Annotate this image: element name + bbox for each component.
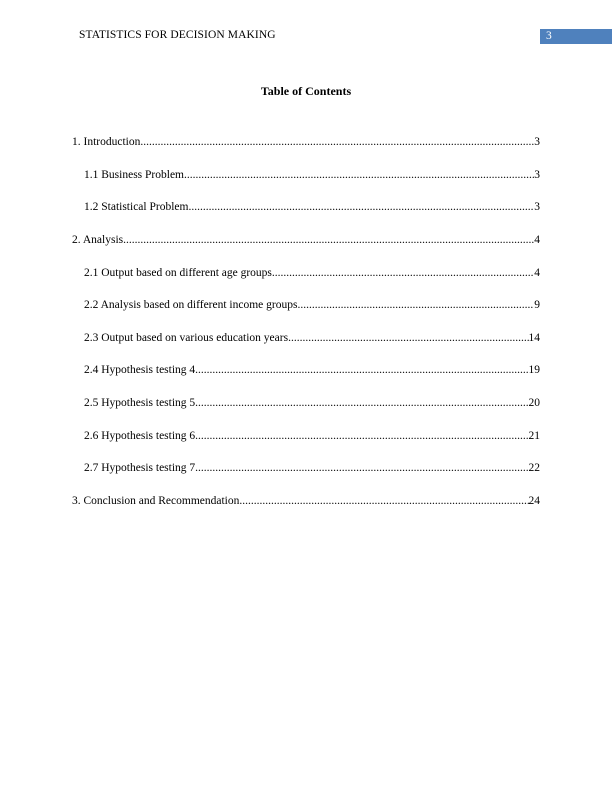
toc-entry-page: 22 xyxy=(528,462,540,474)
toc-dot-leader xyxy=(195,461,528,475)
toc-entry-page: 14 xyxy=(528,332,540,344)
toc-entry-statistical-problem[interactable] xyxy=(84,200,540,214)
toc-entry-title: 1.1 Business Problem xyxy=(84,169,184,181)
toc-entry-title: 2. Analysis xyxy=(72,234,124,246)
toc-entry-hypothesis-6[interactable] xyxy=(84,429,540,443)
toc-dot-leader xyxy=(195,363,528,377)
toc-entry-title: 1. Introduction xyxy=(72,136,141,148)
toc-dot-leader xyxy=(123,233,534,247)
toc-entry-title: 3. Conclusion and Recommendation xyxy=(72,495,240,507)
toc-dot-leader xyxy=(272,266,534,280)
toc-entry-page: 24 xyxy=(528,495,540,507)
toc-entry-title: 2.1 Output based on different age groups xyxy=(84,267,272,279)
toc-entry-title: 2.7 Hypothesis testing 7 xyxy=(84,462,196,474)
toc-entry-hypothesis-7[interactable] xyxy=(84,461,540,475)
toc-entry-title: 2.2 Analysis based on different income groups xyxy=(84,299,298,311)
toc-entry-page: 4 xyxy=(534,267,540,279)
toc-entry-title: 2.3 Output based on various education years xyxy=(84,332,289,344)
toc-entry-analysis[interactable] xyxy=(72,233,540,247)
toc-dot-leader xyxy=(195,429,528,443)
toc-dot-leader xyxy=(288,331,528,345)
toc-dot-leader xyxy=(195,396,528,410)
toc-entry-page: 4 xyxy=(534,234,540,246)
toc-entry-title: 2.4 Hypothesis testing 4 xyxy=(84,364,196,376)
toc-entry-business-problem[interactable] xyxy=(84,168,540,182)
running-header-title: STATISTICS FOR DECISION MAKING xyxy=(79,29,276,41)
toc-entry-page: 19 xyxy=(528,364,540,376)
toc-entry-hypothesis-4[interactable] xyxy=(84,363,540,377)
toc-entry-title: 1.2 Statistical Problem xyxy=(84,201,189,213)
toc-dot-leader xyxy=(188,200,534,214)
toc-entry-education-years[interactable] xyxy=(84,331,540,345)
page-number: 3 xyxy=(546,30,552,42)
toc-entry-conclusion[interactable] xyxy=(72,494,540,508)
toc-entry-title: 2.5 Hypothesis testing 5 xyxy=(84,397,196,409)
toc-entry-income-groups[interactable] xyxy=(84,298,540,312)
toc-dot-leader xyxy=(239,494,528,508)
toc-entry-page: 9 xyxy=(534,299,540,311)
toc-entry-page: 21 xyxy=(528,430,540,442)
toc-entry-age-groups[interactable] xyxy=(84,266,540,280)
toc-dot-leader xyxy=(184,168,534,182)
toc-dot-leader xyxy=(297,298,534,312)
toc-heading: Table of Contents xyxy=(260,84,352,98)
toc-entry-hypothesis-5[interactable] xyxy=(84,396,540,410)
toc-entry-page: 3 xyxy=(534,169,540,181)
toc-entry-page: 3 xyxy=(534,201,540,213)
toc-entry-page: 3 xyxy=(534,136,540,148)
toc-entry-page: 20 xyxy=(528,397,540,409)
toc-dot-leader xyxy=(140,135,534,149)
toc-entry-introduction[interactable] xyxy=(72,135,540,149)
toc-entry-title: 2.6 Hypothesis testing 6 xyxy=(84,430,196,442)
